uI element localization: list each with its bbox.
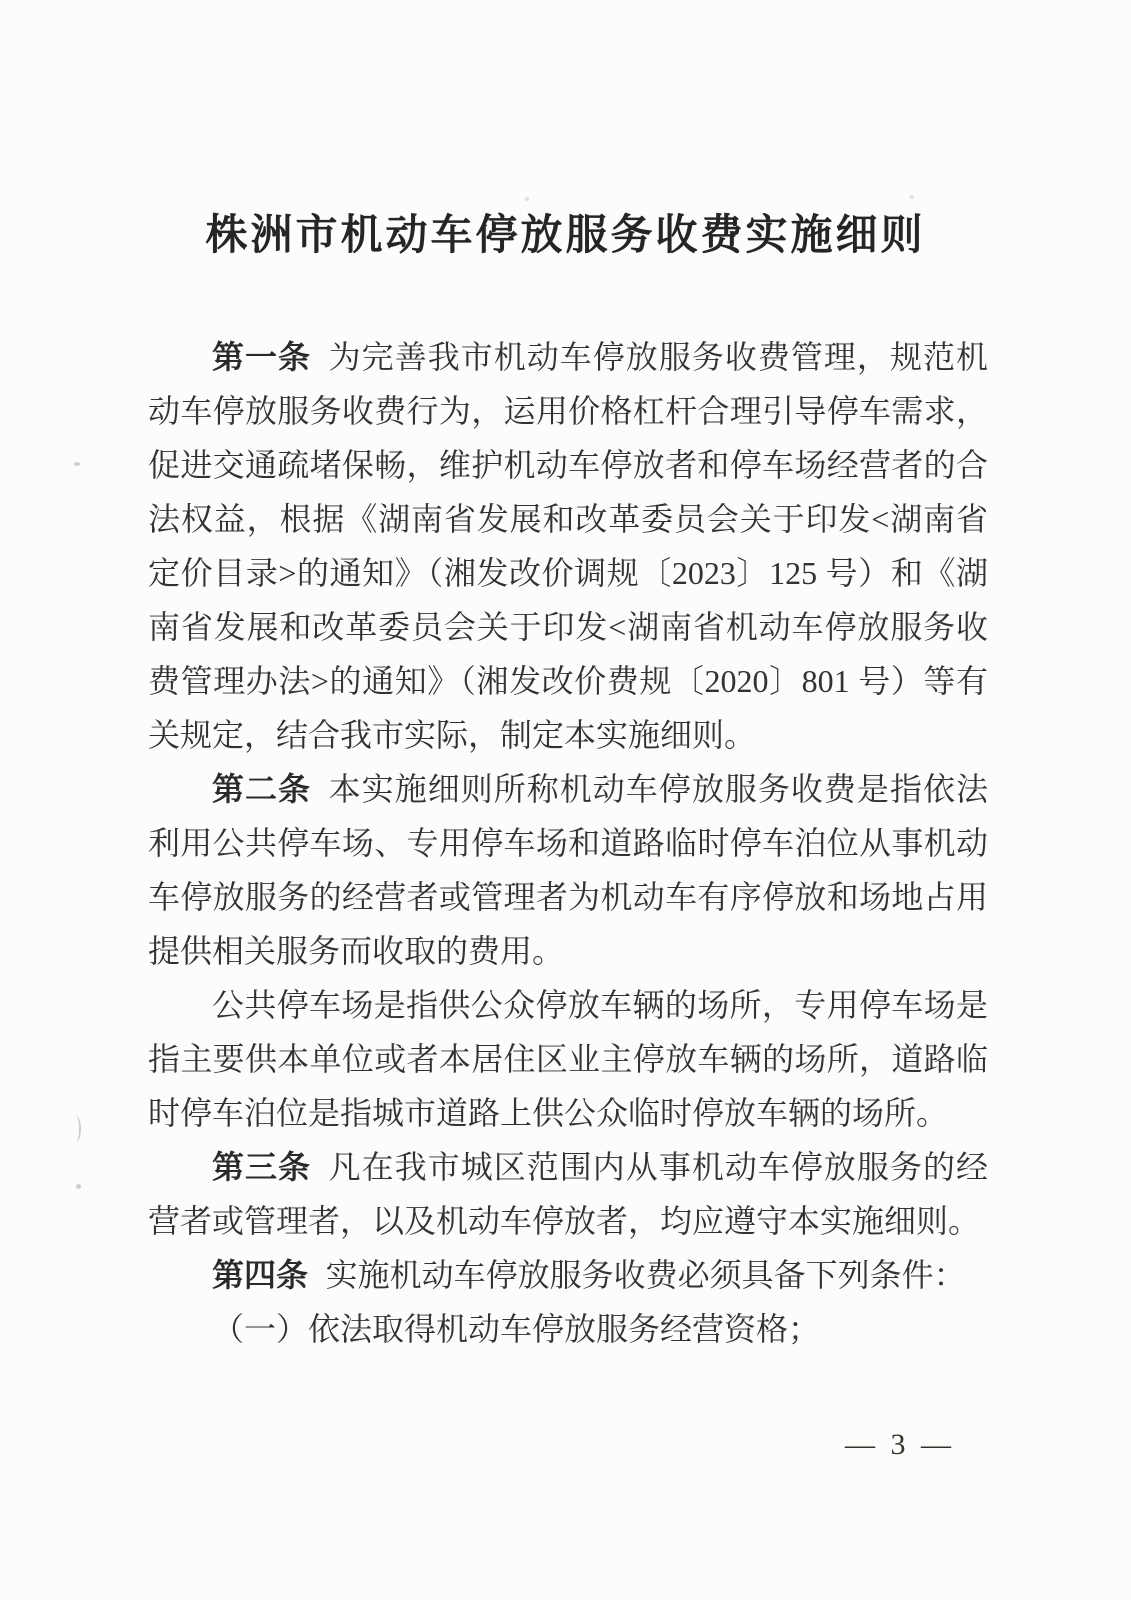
scan-artifact-mark bbox=[71, 1116, 81, 1142]
paragraph-text: 公共停车场是指供公众停放车辆的场所，专用停车场是指主要供本单位或者本居住区业主停放车辆的场所，道路临时停车泊位是指城市道路上供公众临时停放车辆的场所。 bbox=[148, 987, 988, 1131]
paragraph-text: 为完善我市机动车停放服务收费管理，规范机动车停放服务收费行为，运用价格杠杆合理引导停车需求，促进交通疏堵保畅，维护机动车停放者和停车场经营者的合法权益，根据《湖南省发展和改革委员会关于印发<湖南省定价目录>的通知》（湘发改价调规〔2023〕125 号）和《湖南省发展和改革委员会关于印发<湖南省机动车停放服务收费管理办法>的通知》（湘发改价费规〔2020〕801 号）等有关规定，结合我市实际，制定本实施细则。 bbox=[148, 339, 988, 753]
paragraph-article-3 bbox=[148, 1140, 988, 1248]
paragraph-article-4 bbox=[148, 1248, 988, 1302]
article-number: 第一条 bbox=[212, 339, 312, 375]
paragraph-item-1 bbox=[148, 1302, 988, 1356]
paragraph-text: 实施机动车停放服务收费必须具备下列条件： bbox=[325, 1257, 966, 1293]
paragraph-text: 本实施细则所称机动车停放服务收费是指依法利用公共停车场、专用停车场和道路临时停车泊位从事机动车停放服务的经营者或管理者为机动车有序停放和场地占用提供相关服务而收取的费用。 bbox=[148, 771, 988, 969]
scan-artifact-dot bbox=[76, 1184, 81, 1189]
document-body bbox=[148, 330, 988, 1356]
page-number: — 3 — bbox=[845, 1428, 955, 1461]
paragraph-article-1 bbox=[148, 330, 988, 762]
document-title: 株洲市机动车停放服务收费实施细则 bbox=[205, 213, 926, 259]
paragraph-article-2 bbox=[148, 762, 988, 978]
article-number: 第三条 bbox=[212, 1149, 312, 1185]
article-number: 第二条 bbox=[212, 771, 312, 807]
scan-artifact-dot bbox=[525, 197, 529, 201]
scan-artifact-dot bbox=[74, 462, 80, 466]
scan-artifact-dot bbox=[909, 195, 914, 199]
paragraph-text: 凡在我市城区范围内从事机动车停放服务的经营者或管理者，以及机动车停放者，均应遵守本实施细则。 bbox=[148, 1149, 988, 1239]
paragraph-text: （一）依法取得机动车停放服务经营资格； bbox=[212, 1311, 821, 1347]
article-number: 第四条 bbox=[212, 1257, 309, 1293]
paragraph-definitions bbox=[148, 978, 988, 1140]
